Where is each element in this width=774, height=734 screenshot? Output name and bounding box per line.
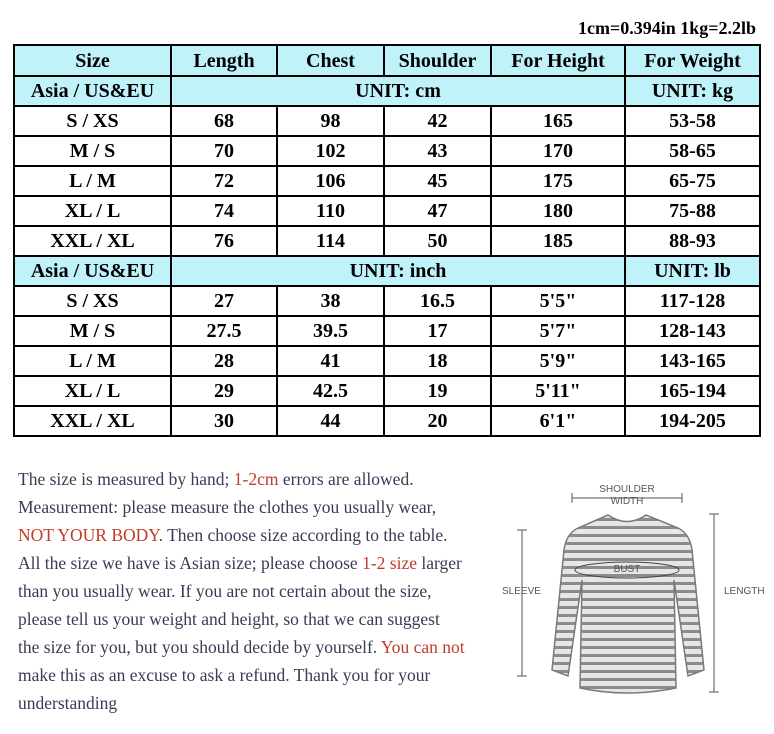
table-cell: 165	[491, 106, 625, 136]
table-cell: 114	[277, 226, 384, 256]
note-line: than you usually wear. If you are not certain about the size,	[18, 581, 432, 601]
table-row	[14, 346, 760, 376]
table-cell: 5'7"	[491, 316, 625, 346]
header-shoulder: Shoulder	[384, 45, 491, 76]
table-cell: 6'1"	[491, 406, 625, 436]
note-line	[18, 549, 508, 577]
header-weight: For Weight	[625, 45, 760, 76]
table-cell: 30	[171, 406, 277, 436]
table-cell: 170	[491, 136, 625, 166]
table-row	[14, 136, 760, 166]
table-cell: 5'11"	[491, 376, 625, 406]
note-highlight: 1-2cm	[233, 469, 279, 489]
table-cell: 110	[277, 196, 384, 226]
note-line: understanding	[18, 693, 118, 713]
header-chest: Chest	[277, 45, 384, 76]
table-cell: 194-205	[625, 406, 760, 436]
table-cell: S / XS	[14, 106, 171, 136]
table-cell: 70	[171, 136, 277, 166]
shoulder-label: SHOULDER	[599, 484, 655, 495]
table-cell: 5'9"	[491, 346, 625, 376]
table-row	[14, 196, 760, 226]
table-cell: 18	[384, 346, 491, 376]
table-cell: 75-88	[625, 196, 760, 226]
region-label: Asia / US&EU	[14, 76, 171, 106]
width-label: WIDTH	[610, 496, 644, 507]
table-cell: 117-128	[625, 286, 760, 316]
size-table	[13, 44, 761, 437]
note-text: The size is measured by hand;	[18, 469, 234, 489]
table-cell: 175	[491, 166, 625, 196]
table-row	[14, 316, 760, 346]
sweater-icon	[552, 515, 704, 693]
note-text: errors are allowed.	[278, 469, 414, 489]
table-row	[14, 286, 760, 316]
table-cell: 17	[384, 316, 491, 346]
table-cell: 106	[277, 166, 384, 196]
table-cell: 74	[171, 196, 277, 226]
table-cell: XL / L	[14, 196, 171, 226]
table-row	[14, 406, 760, 436]
region-label: Asia / US&EU	[14, 256, 171, 286]
table-cell: 98	[277, 106, 384, 136]
table-cell: 180	[491, 196, 625, 226]
unit-row-cm	[14, 76, 760, 106]
note-line	[18, 521, 508, 549]
table-cell: 20	[384, 406, 491, 436]
table-cell: 128-143	[625, 316, 760, 346]
table-header-row	[14, 45, 760, 76]
unit-label: UNIT: inch	[171, 256, 625, 286]
sleeve-label: SLEEVE	[502, 586, 541, 597]
table-row	[14, 106, 760, 136]
unit-row-inch	[14, 256, 760, 286]
table-row	[14, 226, 760, 256]
note-text: the size for you, but you should decide by yourself.	[18, 637, 381, 657]
table-cell: 29	[171, 376, 277, 406]
note-line	[18, 633, 508, 661]
table-cell: L / M	[14, 346, 171, 376]
note-line: Measurement: please measure the clothes you usually wear,	[18, 497, 437, 517]
table-row	[14, 166, 760, 196]
table-cell: 76	[171, 226, 277, 256]
table-row	[14, 376, 760, 406]
table-cell: XXL / XL	[14, 406, 171, 436]
unit-weight-label: UNIT: kg	[625, 76, 760, 106]
note-line: please tell us your weight and height, so that we can suggest	[18, 609, 440, 629]
table-cell: M / S	[14, 136, 171, 166]
note-highlight: You can not	[380, 637, 465, 657]
note-highlight: NOT YOUR BODY	[18, 525, 159, 545]
note-line	[18, 465, 508, 493]
table-cell: 44	[277, 406, 384, 436]
table-cell: 143-165	[625, 346, 760, 376]
header-size: Size	[14, 45, 171, 76]
note-text: larger	[416, 553, 462, 573]
note-text: . Then choose size according to the table.	[158, 525, 448, 545]
table-cell: 72	[171, 166, 277, 196]
sweater-measurement-diagram	[500, 470, 770, 720]
table-cell: 27	[171, 286, 277, 316]
table-cell: 19	[384, 376, 491, 406]
length-label: LENGTH	[724, 586, 765, 597]
table-cell: 68	[171, 106, 277, 136]
unit-weight-label: UNIT: lb	[625, 256, 760, 286]
table-cell: 38	[277, 286, 384, 316]
table-cell: 42.5	[277, 376, 384, 406]
table-cell: 27.5	[171, 316, 277, 346]
table-cell: XXL / XL	[14, 226, 171, 256]
header-height: For Height	[491, 45, 625, 76]
table-cell: 58-65	[625, 136, 760, 166]
table-cell: 42	[384, 106, 491, 136]
note-highlight: 1-2 size	[362, 553, 417, 573]
bust-label: BUST	[613, 564, 641, 575]
unit-label: UNIT: cm	[171, 76, 625, 106]
table-cell: 43	[384, 136, 491, 166]
table-cell: 47	[384, 196, 491, 226]
size-notes	[18, 465, 508, 717]
table-cell: M / S	[14, 316, 171, 346]
table-cell: 185	[491, 226, 625, 256]
table-cell: 41	[277, 346, 384, 376]
table-cell: 165-194	[625, 376, 760, 406]
table-cell: S / XS	[14, 286, 171, 316]
table-cell: 102	[277, 136, 384, 166]
note-line: make this as an excuse to ask a refund. Thank you for your	[18, 665, 431, 685]
table-cell: L / M	[14, 166, 171, 196]
table-cell: 5'5"	[491, 286, 625, 316]
table-cell: 45	[384, 166, 491, 196]
table-cell: XL / L	[14, 376, 171, 406]
table-cell: 39.5	[277, 316, 384, 346]
table-cell: 16.5	[384, 286, 491, 316]
table-cell: 50	[384, 226, 491, 256]
unit-conversion: 1cm=0.394in 1kg=2.2lb	[577, 18, 756, 38]
note-text: All the size we have is Asian size; please choose	[18, 553, 363, 573]
table-cell: 28	[171, 346, 277, 376]
table-cell: 88-93	[625, 226, 760, 256]
header-length: Length	[171, 45, 277, 76]
table-cell: 65-75	[625, 166, 760, 196]
table-cell: 53-58	[625, 106, 760, 136]
